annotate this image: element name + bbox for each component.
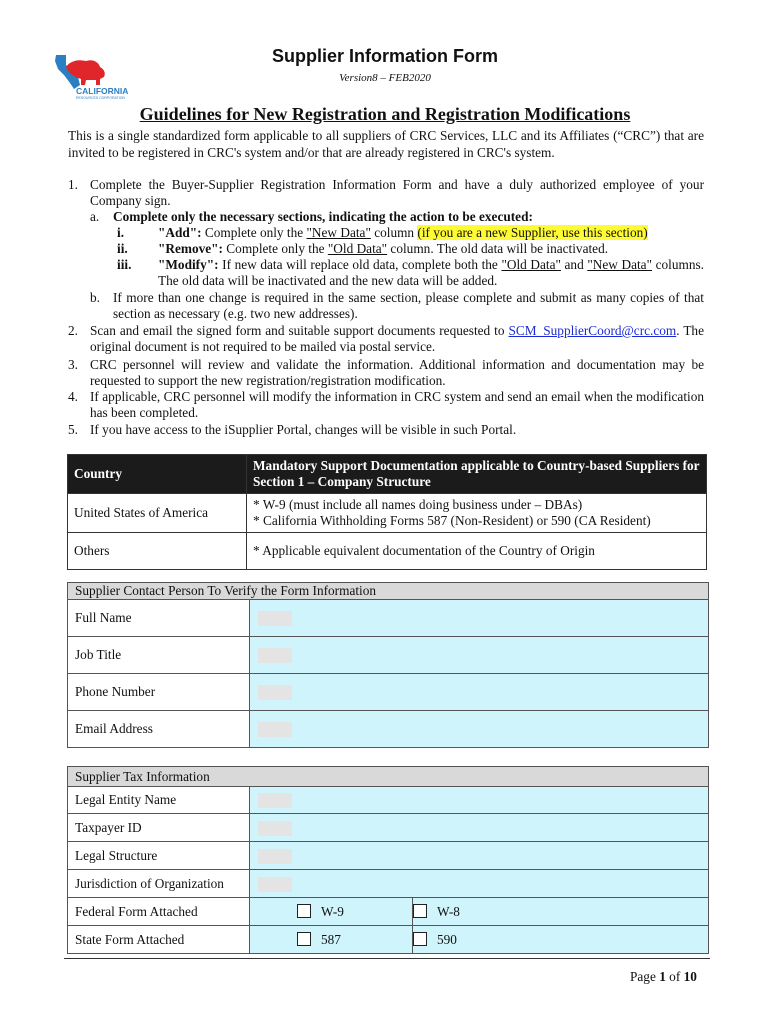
supplier-coord-email-link[interactable]: SCM_SupplierCoord@crc.com [508,323,677,338]
legal-entity-name-input[interactable] [250,787,709,814]
step-4: 4. If applicable, CRC personnel will modify the information in CRC system and send an email when the modification has been completed. [68,389,704,420]
contact-section-title: Supplier Contact Person To Verify the Form Information [68,583,709,600]
step-3: 3. CRC personnel will review and validate the information. Additional information and documentation may be requested to support the new registration/registration modification. [68,357,704,388]
logo-subtext: RESOURCES CORPORATION [76,96,125,100]
step-1a-ii: ii. "Remove": Complete only the "Old Data" column. The old data will be inactivated. [117,241,609,256]
taxpayer-id-input[interactable] [250,814,709,842]
documentation-header: Mandatory Support Documentation applicable to Country-based Suppliers for Section 1 – Company Structure [247,455,707,494]
country-documentation-table [67,454,707,570]
footer-divider [64,958,710,959]
table-row [68,494,707,533]
federal-w9-option[interactable]: W-9 [250,898,413,926]
guidelines-intro: This is a single standardized form applicable to all suppliers of CRC Services, LLC and its Affiliates (“CRC”) that are invited to be registered in CRC's system and/or that are already registered in CRC's system. [68,128,704,160]
587-checkbox[interactable] [297,932,311,946]
phone-number-label: Phone Number [68,674,250,711]
full-name-input[interactable] [250,600,709,637]
legal-structure-input[interactable] [250,842,709,870]
email-address-label: Email Address [68,711,250,748]
step-1a-i: i. "Add": Complete only the "New Data" column (if you are a new Supplier, use this section) [117,225,648,240]
federal-w8-option[interactable]: W-8 [413,898,709,926]
step-1-text: Complete the Buyer-Supplier Registration Information Form and have a duly authorized employee of your Company sign. [90,177,704,208]
step-1a-iii: iii. "Modify": If new data will replace old data, complete both the "Old Data" and "New Data" columns. The old data will be inactivated and the new data will be added. [117,257,704,288]
page-number: Page 1 of 10 [630,969,697,984]
step-1: 1. Complete the Buyer-Supplier Registration Information Form and have a duly authorized employee of your Company sign. [68,177,704,208]
job-title-label: Job Title [68,637,250,674]
full-name-label: Full Name [68,600,250,637]
w8-checkbox[interactable] [413,904,427,918]
logo-text: CALIFORNIA [76,86,129,96]
form-version: Version8 – FEB2020 [339,72,431,84]
jurisdiction-input[interactable] [250,870,709,898]
jurisdiction-label: Jurisdiction of Organization [68,870,250,898]
step-1a: a. Complete only the necessary sections, indicating the action to be executed: [90,209,533,224]
documentation-cell: * W-9 (must include all names doing business under – DBAs) * California Withholding Forms 587 (Non-Resident) or 590 (CA Resident) [247,494,707,533]
email-address-input[interactable] [250,711,709,748]
form-title: Supplier Information Form [271,46,498,66]
legal-structure-label: Legal Structure [68,842,250,870]
w9-checkbox[interactable] [297,904,311,918]
country-cell: Others [68,533,247,570]
tax-section [67,766,709,954]
state-590-option[interactable]: 590 [413,926,709,954]
contact-section [67,582,709,748]
table-row [68,533,707,570]
taxpayer-id-label: Taxpayer ID [68,814,250,842]
step-2: 2. Scan and email the signed form and suitable support documents requested to SCM_SupplierCoord@crc.com. The original document is not required to be mailed via postal service. [68,323,704,354]
step-5: 5. If you have access to the iSupplier Portal, changes will be visible in such Portal. [68,422,517,437]
job-title-input[interactable] [250,637,709,674]
state-587-option[interactable]: 587 [250,926,413,954]
590-checkbox[interactable] [413,932,427,946]
state-form-label: State Form Attached [68,926,250,954]
documentation-cell: * Applicable equivalent documentation of the Country of Origin [247,533,707,570]
country-cell: United States of America [68,494,247,533]
legal-entity-name-label: Legal Entity Name [68,787,250,814]
step-1b: b. If more than one change is required in the same section, please complete and submit as many copies of that section as necessary (e.g. two new addresses). [90,290,704,321]
new-supplier-highlight: (if you are a new Supplier, use this section) [417,225,648,240]
phone-number-input[interactable] [250,674,709,711]
country-header: Country [68,455,247,494]
guidelines-heading: Guidelines for New Registration and Registration Modifications [139,104,631,124]
tax-section-title: Supplier Tax Information [68,767,709,787]
table-header-row [68,455,707,494]
federal-form-label: Federal Form Attached [68,898,250,926]
